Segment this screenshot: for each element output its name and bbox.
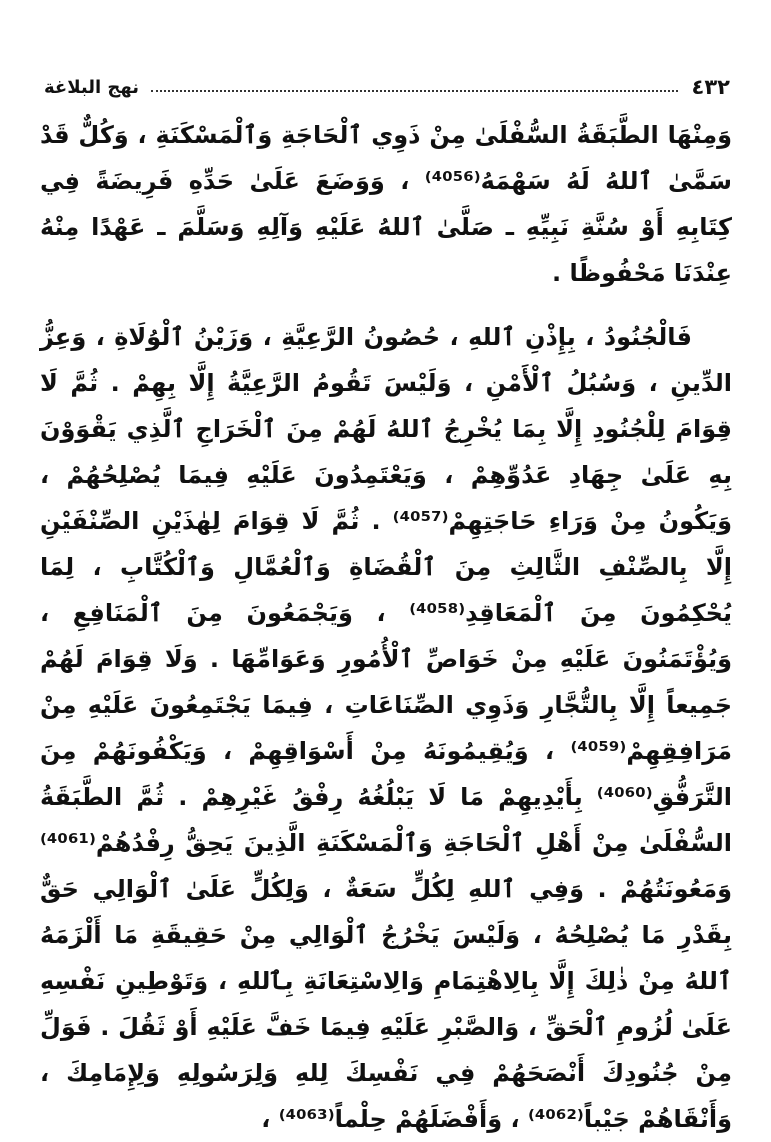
dotted-leader xyxy=(151,90,678,92)
paragraph-1: وَمِنْهَا الطَّبَقَةُ السُّفْلَىٰ مِنْ ذَوِي ٱلْحَاجَةِ وَٱلْمَسْكَنَةِ ، وَكُلٌّ قَدْ سَمَّىٰ ٱللهُ لَهُ سَهْمَهُ⁽⁴⁰⁵⁶⁾ ، وَوَضَعَ عَلَىٰ حَدِّهِ فَرِيضَةً فِي كِتَابِهِ أَوْ سُنَّةِ نَبِيِّهِ ـ صَلَّىٰ ٱللهُ عَلَيْهِ وَآلِهِ وَسَلَّمَ ـ عَهْدًا مِنْهُ عِنْدَنَا مَحْفُوظًا . xyxy=(40,121,732,287)
page-header xyxy=(44,70,730,104)
page-number: ٤٣٢ xyxy=(691,75,730,99)
paragraph-2: فَالْجُنُودُ ، بِإِذْنِ ٱللهِ ، حُصُونُ الرَّعِيَّةِ ، وَزَيْنُ ٱلْوُلَاةِ ، وَعِزُّ الدِّينِ ، وَسُبُلُ ٱلْأَمْنِ ، وَلَيْسَ تَقُومُ الرَّعِيَّةُ إِلَّا بِهِمْ . ثُمَّ لَا قِوَامَ لِلْجُنُودِ إِلَّا بِمَا يُخْرِجُ ٱللهُ لَهُمْ مِنَ ٱلْخَرَاجِ ٱلَّذِي يَقْوَوْنَ بِهِ عَلَىٰ جِهَادِ عَدُوِّهِمْ ، وَيَعْتَمِدُونَ عَلَيْهِ فِيمَا يُصْلِحُهُمْ ، وَيَكُونُ مِنْ وَرَاءِ حَاجَتِهِمْ⁽⁴⁰⁵⁷⁾ . ثُمَّ لَا قِوَامَ لِهٰذَيْنِ الصِّنْفَيْنِ إِلَّا بِالصِّنْفِ الثَّالِثِ مِنَ ٱلْقُضَاةِ وَٱلْعُمَّالِ وَٱلْكُتَّابِ ، لِمَا يُحْكِمُونَ مِنَ ٱلْمَعَاقِدِ⁽⁴⁰⁵⁸⁾ ، وَيَجْمَعُونَ مِنَ ٱلْمَنَافِعِ ، وَيُؤْتَمَنُونَ عَلَيْهِ مِنْ خَوَاصِّ ٱلْأُمُورِ وَعَوَامِّهَا . وَلَا قِوَامَ لَهُمْ جَمِيعاً إِلَّا بِالتُّجَّارِ وَذَوِي الصِّنَاعَاتِ ، فِيمَا يَجْتَمِعُونَ عَلَيْهِ مِنْ مَرَافِقِهِمْ⁽⁴⁰⁵⁹⁾ ، وَيُقِيمُونَهُ مِنْ أَسْوَاقِهِمْ ، وَيَكْفُونَهُمْ مِنَ التَّرَفُّقِ⁽⁴⁰⁶⁰⁾ بِأَيْدِيهِمْ مَا لَا يَبْلُغُهُ رِفْقُ غَيْرِهِمْ . ثُمَّ الطَّبَقَةُ السُّفْلَىٰ مِنْ أَهْلِ ٱلْحَاجَةِ وَٱلْمَسْكَنَةِ الَّذِينَ يَحِقُّ رِفْدُهُمْ⁽⁴⁰⁶¹⁾ وَمَعُونَتُهُمْ . وَفِي ٱللهِ لِكُلٍّ سَعَةٌ ، وَلِكُلٍّ عَلَىٰ ٱلْوَالِي حَقٌّ بِقَدْرِ مَا يُصْلِحُهُ ، وَلَيْسَ يَخْرُجُ ٱلْوَالِي مِنْ حَقِيقَةِ مَا أَلْزَمَهُ ٱللهُ مِنْ ذٰلِكَ إِلَّا بِالِاهْتِمَامِ وَالِاسْتِعَانَةِ بِٱللهِ ، وَتَوْطِينِ نَفْسِهِ عَلَىٰ لُزُومِ ٱلْحَقِّ ، وَالصَّبْرِ عَلَيْهِ فِيمَا خَفَّ عَلَيْهِ أَوْ ثَقُلَ . فَوَلِّ مِنْ جُنُودِكَ أَنْصَحَهُمْ فِي نَفْسِكَ لِلهِ وَلِرَسُولِهِ وَلِإِمَامِكَ ، وَأَنْقَاهُمْ جَيْباً⁽⁴⁰⁶²⁾ ، وَأَفْضَلَهُمْ حِلْماً⁽⁴⁰⁶³⁾ ، xyxy=(40,323,733,1133)
running-title: نهج البلاغة xyxy=(44,76,140,98)
body-text xyxy=(40,112,732,1142)
